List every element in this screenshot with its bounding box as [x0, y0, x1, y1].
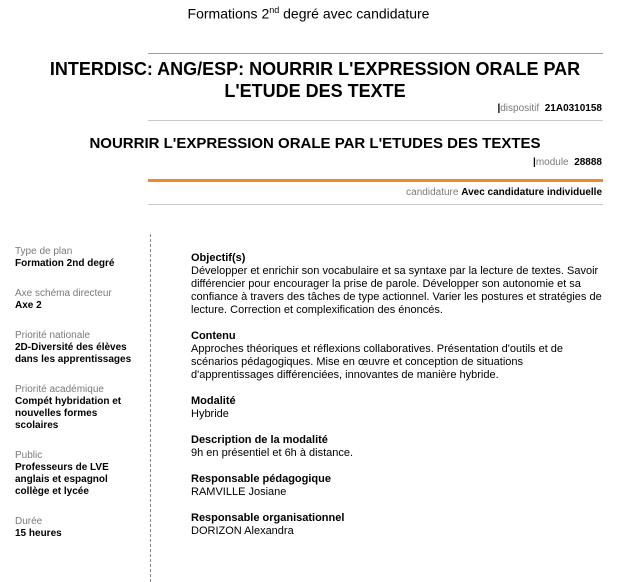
grey-divider — [148, 120, 603, 121]
section-objectifs: Objectif(s) Développer et enrichir son vocabulaire et sa syntaxe par la lecture de textes. Savoir différencier pour encourager la prise de parole. Développer son autonomie et sa confiance à travers des tâches de type actionnel. Varier les postures et stratégies de lecture. Correction et complexification des énoncés. — [191, 252, 602, 316]
section-modalite: Modalité Hybride — [191, 395, 236, 420]
sidebar-item-priorite-nationale: Priorité nationale 2D-Diversité des élèves dans les apprentissages — [15, 330, 132, 365]
orange-divider — [148, 53, 603, 54]
page-header-title: Formations 2nd degré avec candidature — [187, 5, 430, 22]
dispositif-code: |dispositif 21A0310158 — [497, 103, 602, 114]
sidebar — [15, 246, 135, 558]
orange-divider-thick — [148, 179, 603, 182]
dispositif-title: INTERDISC: ANG/ESP: NOURRIR L'EXPRESSION ORALE PAR L'ETUDE DES TEXTE — [49, 59, 581, 101]
section-contenu: Contenu Approches théoriques et réflexions collaboratives. Présentation d'outils et de scénarios pédagogiques. Mise en œuvre et conception de situations d'apprentissages différenciées, innovantes de manière hybride. — [191, 330, 564, 381]
sidebar-item-public: Public Professeurs de LVE anglais et espagnol collège et lycée — [15, 450, 109, 497]
main-content — [191, 251, 606, 550]
sidebar-item-axe: Axe schéma directeur Axe 2 — [15, 288, 112, 311]
section-responsable-organisationnel: Responsable organisationnel DORIZON Alexandra — [191, 512, 345, 537]
section-description-modalite: Description de la modalité 9h en présentiel et 6h à distance. — [191, 434, 354, 459]
module-title: NOURRIR L'EXPRESSION ORALE PAR L'ETUDES DES TEXTES — [89, 135, 541, 152]
sidebar-item-duree: Durée 15 heures — [15, 516, 62, 539]
candidature-info: candidature Avec candidature individuelle — [406, 187, 602, 198]
module-code: |module 28888 — [533, 157, 602, 168]
vertical-divider — [150, 234, 151, 582]
sidebar-item-type-plan: Type de plan Formation 2nd degré — [15, 246, 115, 269]
sidebar-item-priorite-academique: Priorité académique Compét hybridation et nouvelles formes scolaires — [15, 384, 122, 431]
section-responsable-pedagogique: Responsable pédagogique RAMVILLE Josiane — [191, 473, 331, 498]
grey-divider — [148, 204, 603, 205]
